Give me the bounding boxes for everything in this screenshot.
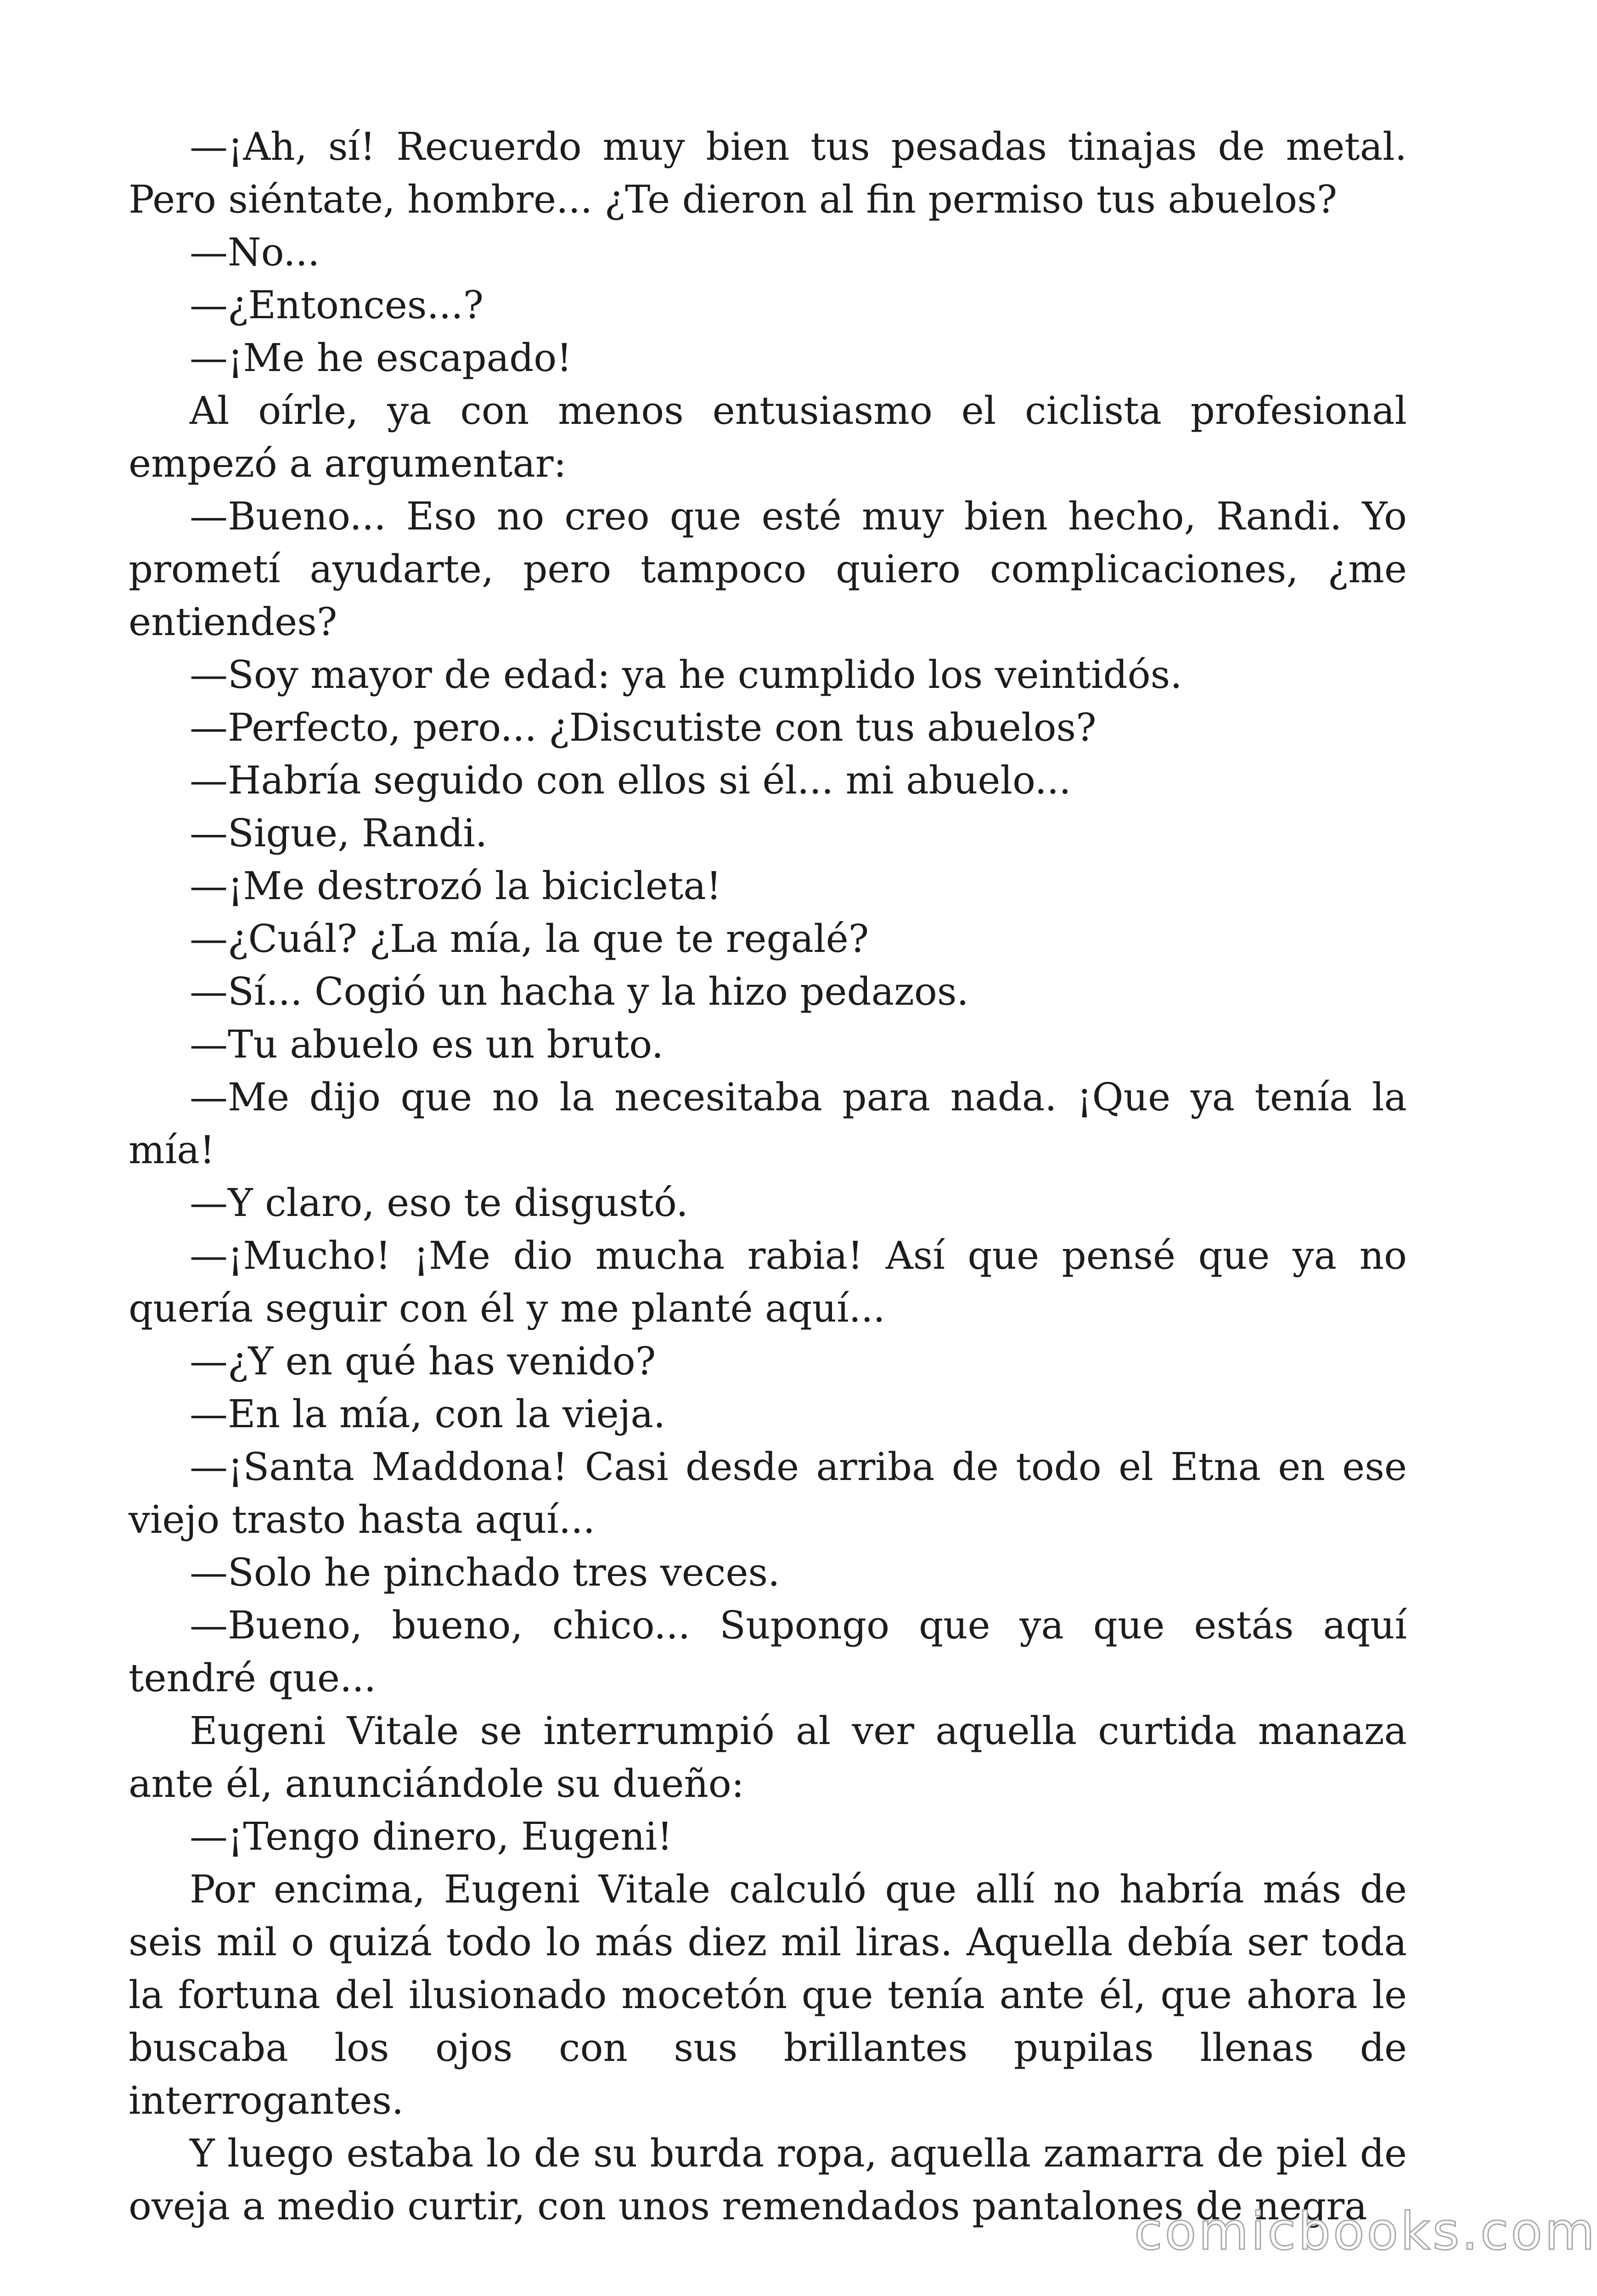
paragraph: —¿Cuál? ¿La mía, la que te regalé? [190, 917, 869, 961]
paragraph: —Sí... Cogió un hacha y la hizo pedazos. [190, 969, 969, 1014]
paragraph: —¡Mucho! ¡Me dio mucha rabia! Así que pensé que ya no quería seguir con él y me planté aquí... [129, 1233, 1407, 1331]
paragraph: —Habría seguido con ellos si él... mi abuelo... [190, 758, 1071, 803]
paragraph: —¿Y en qué has venido? [190, 1339, 656, 1384]
paragraph: —Perfecto, pero... ¿Discutiste con tus abuelos? [190, 705, 1097, 750]
paragraph: —¡Me destrozó la bicicleta! [190, 864, 722, 908]
paragraph: Por encima, Eugeni Vitale calculó que allí no habría más de seis mil o quizá todo lo más diez mil liras. Aquella debía ser toda la fortuna del ilusionado mocetón que tenía ante él, que ahora le buscaba los ojos con sus brillantes pupilas llenas de interrogantes. [129, 1867, 1407, 2123]
paragraph: —En la mía, con la vieja. [190, 1392, 666, 1436]
paragraph: —Soy mayor de edad: ya he cumplido los veintidós. [190, 653, 1182, 697]
paragraph: Eugeni Vitale se interrumpió al ver aquella curtida manaza ante él, anunciándole su dueño: [129, 1709, 1407, 1806]
paragraph: Y luego estaba lo de su burda ropa, aquella zamarra de piel de oveja a medio curtir, con unos remendados pantalones de negra [129, 2131, 1407, 2228]
paragraph: —Y claro, eso te disgustó. [190, 1181, 688, 1225]
paragraph: —¡Santa Maddona! Casi desde arriba de todo el Etna en ese viejo trasto hasta aquí... [129, 1445, 1407, 1542]
paragraph: —¡Ah, sí! Recuerdo muy bien tus pesadas tinajas de metal. Pero siéntate, hombre... ¿Te dieron al fin permiso tus abuelos? [129, 124, 1407, 222]
paragraph: —Me dijo que no la necesitaba para nada. ¡Que ya tenía la mía! [129, 1075, 1407, 1172]
paragraph: —¿Entonces...? [190, 283, 484, 327]
paragraph: —Solo he pinchado tres veces. [190, 1550, 780, 1595]
paragraph: —No... [190, 230, 320, 275]
paragraph: —¡Me he escapado! [190, 336, 572, 380]
paragraph: —Bueno... Eso no creo que esté muy bien hecho, Randi. Yo prometí ayudarte, pero tampoco quiero complicaciones, ¿me entiendes? [129, 494, 1407, 644]
paragraph: —Bueno, bueno, chico... Supongo que ya que estás aquí tendré que... [129, 1603, 1407, 1700]
paragraph: —Tu abuelo es un bruto. [190, 1022, 664, 1067]
paragraph: —Sigue, Randi. [190, 811, 488, 855]
watermark: comicbooks.com [1134, 2202, 1597, 2262]
page-text [129, 120, 1407, 2233]
paragraph: Al oírle, ya con menos entusiasmo el ciclista profesional empezó a argumentar: [129, 388, 1407, 486]
paragraph: —¡Tengo dinero, Eugeni! [190, 1814, 673, 1859]
